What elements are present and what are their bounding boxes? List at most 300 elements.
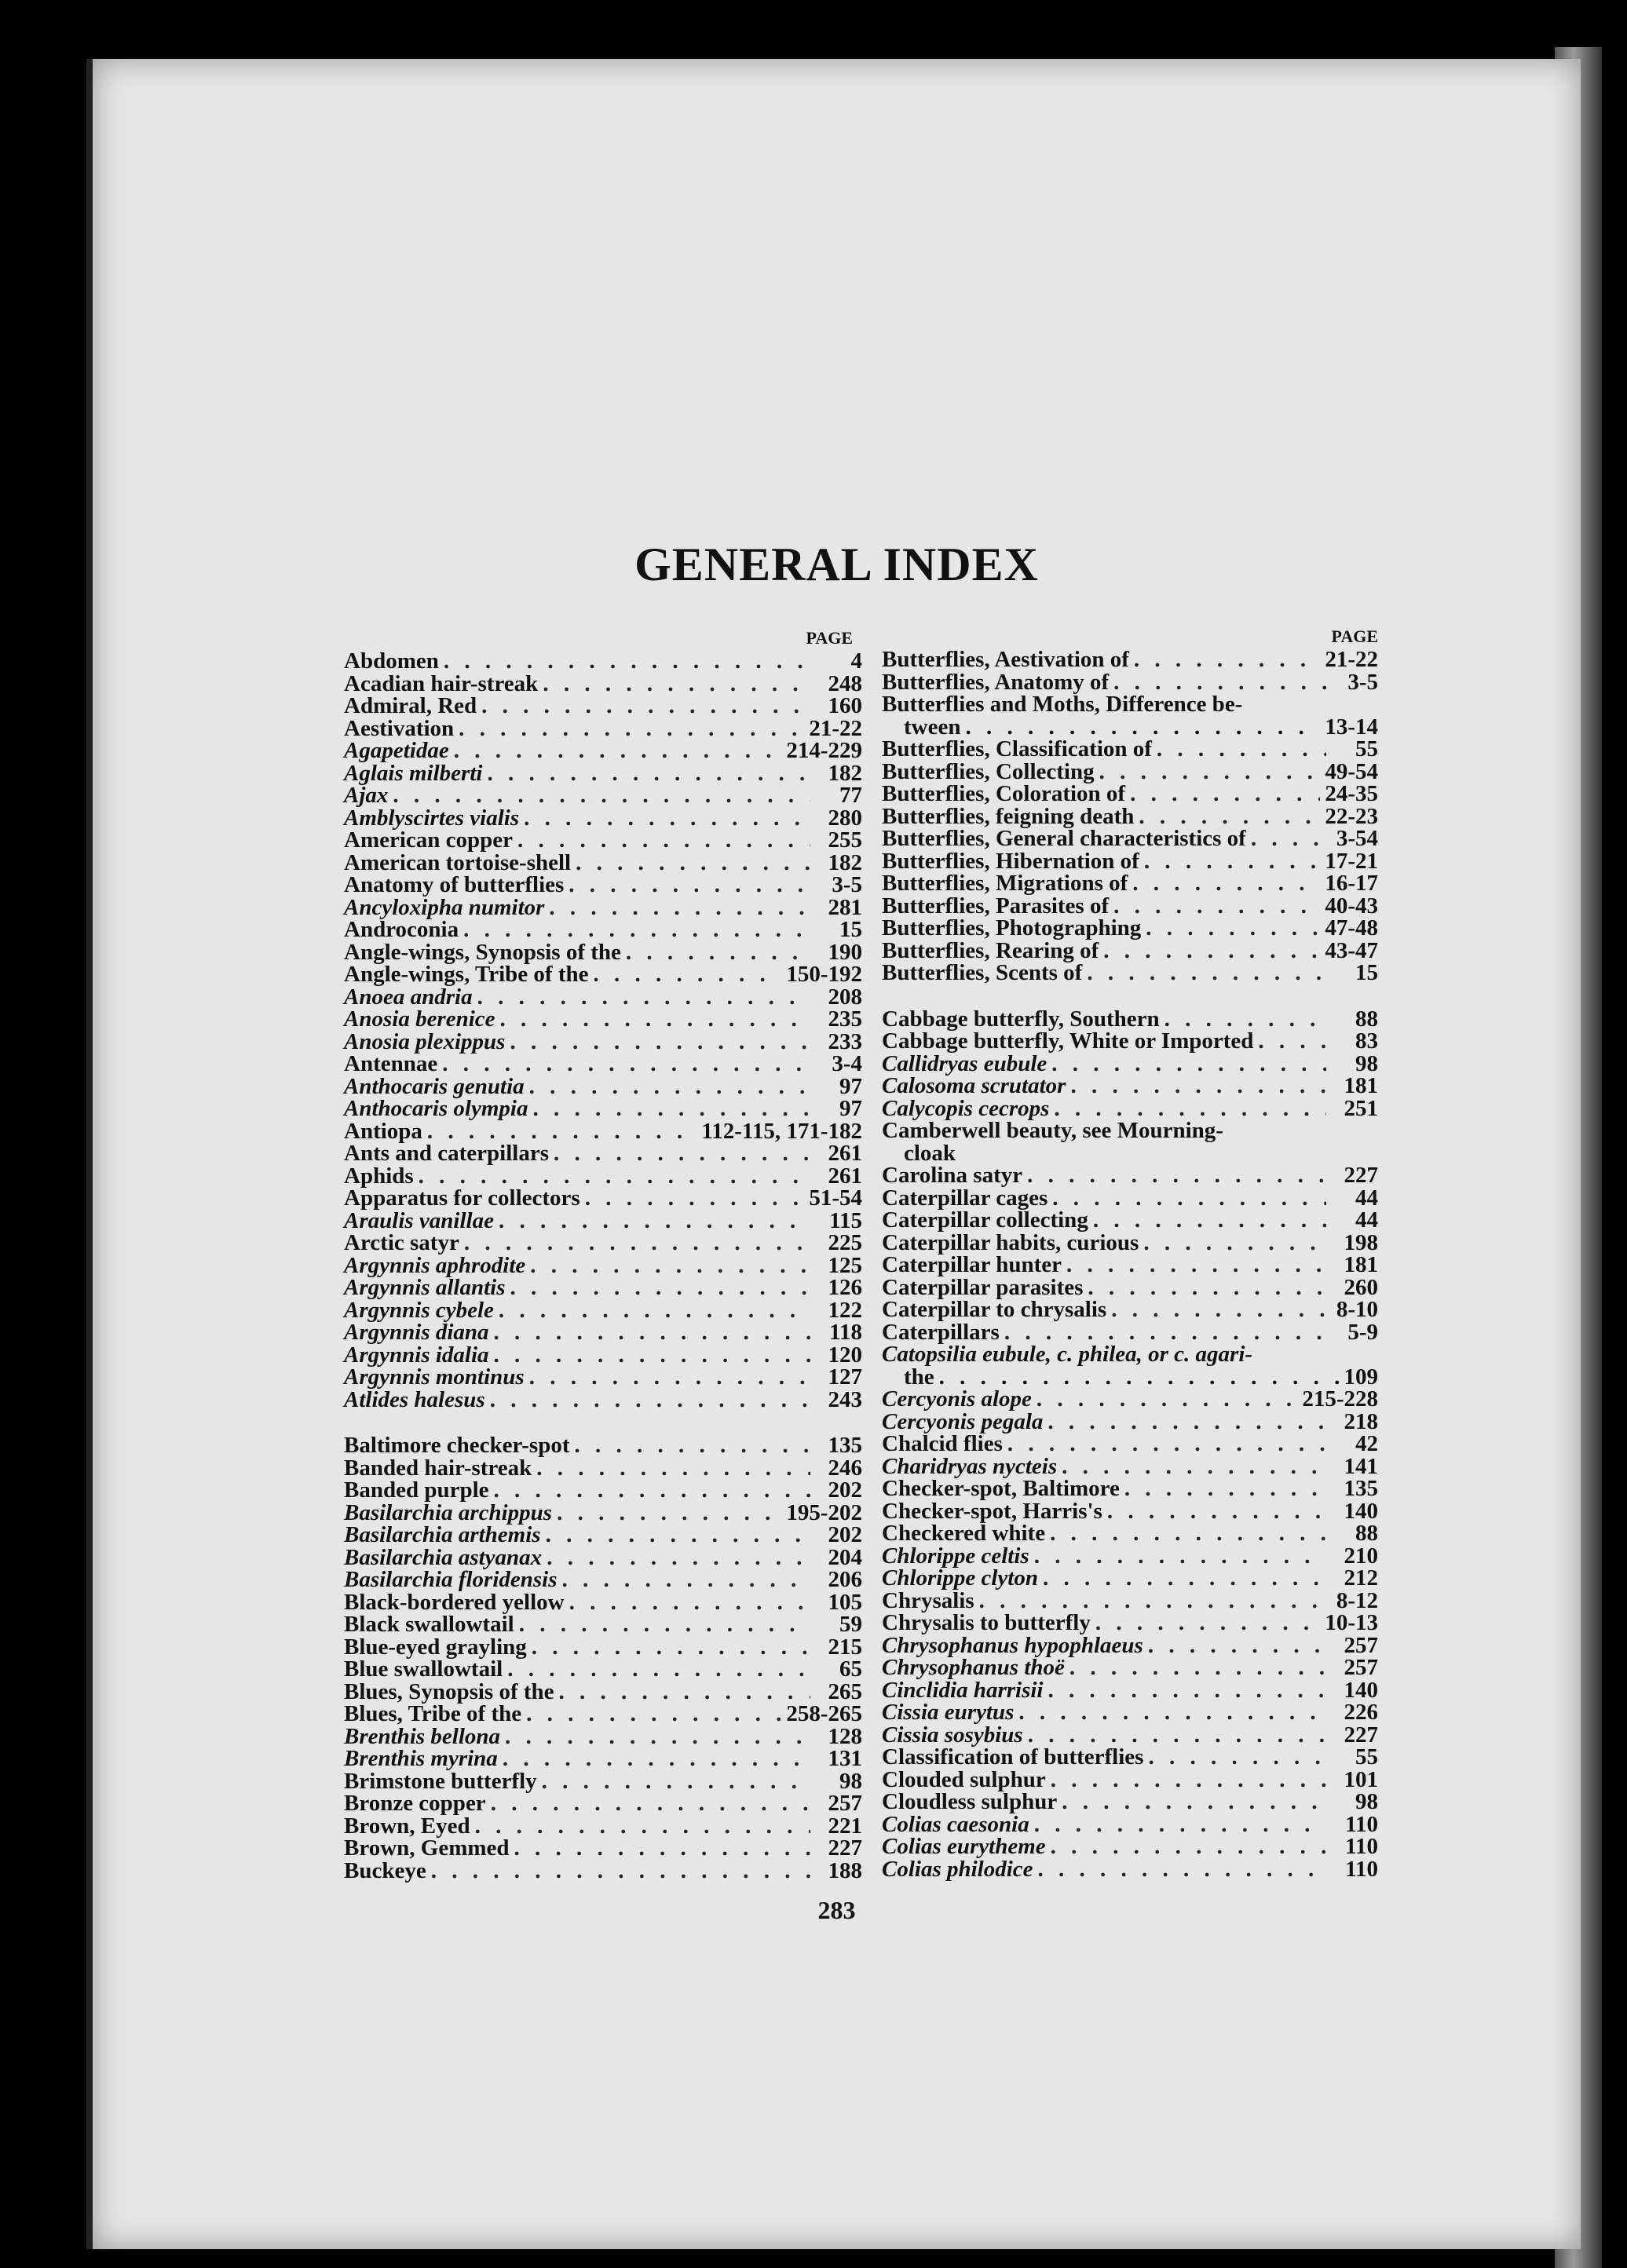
index-entry-label: Caterpillar cages	[882, 1185, 1048, 1211]
index-entry-page: 160	[828, 693, 862, 718]
index-entry	[882, 1075, 1378, 1097]
index-entry-page: 3-4	[832, 1051, 862, 1076]
index-entry	[344, 1252, 862, 1278]
index-entry	[344, 963, 862, 986]
index-entry-page: 208	[828, 984, 862, 1010]
index-entry-page: 13-14	[1325, 714, 1378, 740]
index-entry-label: Cissia eurytus	[882, 1700, 1015, 1725]
leader-dots	[1047, 1411, 1326, 1433]
index-entry-page: 8-12	[1336, 1587, 1378, 1613]
leader-dots	[503, 1748, 810, 1770]
index-entry	[344, 1591, 862, 1614]
index-entry	[344, 1457, 862, 1480]
index-entry-label: Charidryas nycteis	[882, 1453, 1058, 1479]
index-entry-page: 128	[828, 1723, 862, 1749]
index-entry	[344, 1434, 862, 1457]
index-entry-page: 206	[828, 1567, 862, 1592]
index-entry-page: 98	[1355, 1789, 1378, 1814]
index-entry-page: 3-5	[1347, 669, 1378, 695]
index-entry	[344, 1097, 862, 1120]
index-entry	[882, 827, 1378, 850]
index-entry-page: 122	[828, 1297, 862, 1323]
index-entry	[882, 1366, 1378, 1389]
index-entry-page: 10-13	[1325, 1610, 1378, 1635]
leader-dots	[626, 941, 810, 964]
index-entry	[344, 1207, 862, 1233]
index-entry-label: Butterflies, Classification of	[882, 736, 1152, 761]
index-entry-label: Colias caesonia	[882, 1811, 1029, 1837]
index-entry-page: 109	[1344, 1364, 1378, 1390]
leader-dots	[1051, 1053, 1326, 1076]
leader-dots	[1113, 671, 1326, 694]
index-entry-label: Butterflies, feigning death	[882, 803, 1135, 829]
index-entry	[882, 1858, 1378, 1881]
index-entry	[344, 1857, 862, 1883]
leader-dots	[1050, 1522, 1326, 1545]
leader-dots	[939, 1366, 1340, 1389]
index-entry-page: 257	[1344, 1655, 1378, 1680]
index-entry-label: Butterflies, General characteristics of	[882, 826, 1246, 851]
leader-dots	[1087, 962, 1326, 984]
leader-dots	[1157, 738, 1326, 761]
index-entry-page: 131	[828, 1746, 862, 1771]
index-entry-label: Anthocaris genutia	[344, 1073, 525, 1099]
leader-dots	[494, 1479, 810, 1502]
leader-dots	[557, 1502, 781, 1525]
leader-dots	[1124, 1477, 1326, 1500]
index-entry-page: 40-43	[1325, 893, 1378, 919]
leader-dots	[459, 718, 804, 740]
index-entry-label: Clouded sulphur	[882, 1766, 1046, 1792]
leader-dots	[1095, 1612, 1321, 1634]
leader-dots	[543, 673, 810, 696]
index-entry-label: Anoea andria	[344, 984, 473, 1010]
index-entry-label: Argynnis montinus	[344, 1364, 525, 1390]
index-entry-page: 22-23	[1325, 803, 1378, 829]
leader-dots	[1047, 1679, 1326, 1702]
index-entry-label: American copper	[344, 827, 514, 853]
index-entry-page: 150-192	[786, 962, 862, 987]
index-entry-label: Butterflies, Anatomy of	[882, 669, 1110, 695]
index-entry-label: Black-bordered yellow	[344, 1589, 565, 1615]
leader-dots	[1043, 1567, 1326, 1590]
index-entry-page: 97	[839, 1096, 862, 1121]
leader-dots	[547, 1547, 810, 1569]
leader-dots	[554, 1142, 810, 1165]
leader-dots	[494, 1344, 810, 1367]
leader-dots	[444, 650, 810, 673]
index-entry-page: 235	[828, 1006, 862, 1032]
index-entry	[344, 829, 862, 852]
index-entry	[344, 670, 862, 696]
leader-dots	[464, 1232, 810, 1255]
index-entry-label: Agapetidae	[344, 738, 449, 763]
index-entry-page: 204	[828, 1544, 862, 1570]
index-entry-label: Cloudless sulphur	[882, 1789, 1058, 1814]
index-entry	[882, 758, 1378, 784]
index-entry-label: Androconia	[344, 917, 459, 942]
index-entry	[882, 1097, 1378, 1120]
index-entry-page: 83	[1355, 1028, 1378, 1054]
leader-dots	[499, 1299, 810, 1322]
index-entry-page: 47-48	[1325, 915, 1378, 940]
index-entry-page: 221	[828, 1813, 862, 1839]
index-entry	[344, 1386, 862, 1412]
index-entry-page: 190	[828, 939, 862, 965]
index-entry-label: Checker-spot, Harris's	[882, 1498, 1102, 1524]
index-entry	[882, 895, 1378, 918]
index-entry-page: 248	[828, 670, 862, 696]
index-entry	[344, 1187, 862, 1210]
index-entry-label: Angle-wings, Tribe of the	[344, 962, 589, 987]
index-entry-label: Chalcid flies	[882, 1431, 1003, 1456]
leader-dots	[487, 762, 810, 785]
index-entry-label: Butterflies and Moths, Difference be-	[882, 692, 1243, 717]
index-entry-label: Apparatus for collectors	[344, 1185, 580, 1211]
index-entry	[344, 1142, 862, 1165]
leader-dots	[1099, 761, 1321, 783]
leader-dots	[542, 1770, 810, 1793]
index-entry	[882, 1545, 1378, 1568]
index-entry-label: Aphids	[344, 1163, 414, 1189]
index-entry-label: Argynnis diana	[344, 1320, 489, 1345]
index-entry-page: 55	[1355, 736, 1378, 761]
index-entry	[882, 1766, 1378, 1792]
index-entry-page: 202	[828, 1477, 862, 1503]
index-entry	[344, 1120, 862, 1143]
index-entry-page: 251	[1344, 1095, 1378, 1121]
index-entry-label: Brenthis bellona	[344, 1723, 501, 1749]
index-entry	[882, 1656, 1378, 1679]
index-entry-label: Butterflies, Collecting	[882, 758, 1095, 784]
leader-dots	[536, 1457, 810, 1480]
page-title: GENERAL INDEX	[634, 539, 1039, 590]
index-entry-label: Banded purple	[344, 1477, 489, 1503]
leader-dots	[1143, 1232, 1326, 1255]
leader-dots	[530, 1255, 810, 1277]
index-entry-page: 181	[1344, 1252, 1378, 1277]
index-entry-page: 215-228	[1302, 1386, 1378, 1412]
index-entry-page: 110	[1345, 1856, 1378, 1882]
index-entry-page: 261	[828, 1141, 862, 1166]
index-entry	[344, 1636, 862, 1659]
index-entry-label: Brenthis myrina	[344, 1746, 498, 1771]
index-entry-label: Butterflies, Photographing	[882, 915, 1142, 940]
leader-dots	[1037, 1388, 1297, 1411]
index-list-right	[882, 648, 1378, 1880]
index-entry	[344, 874, 862, 897]
index-entry	[882, 937, 1378, 963]
index-entry	[344, 1837, 862, 1860]
leader-dots	[1066, 1254, 1326, 1276]
index-entry-label: Chrysalis to butterfly	[882, 1610, 1091, 1635]
index-entry-label: Blues, Synopsis of the	[344, 1678, 554, 1704]
index-entry	[344, 1678, 862, 1704]
leader-dots	[559, 1681, 810, 1704]
index-entry-label: Basilarchia floridensis	[344, 1567, 558, 1592]
index-entry-page: 182	[828, 849, 862, 875]
index-entry	[882, 1455, 1378, 1478]
index-entry	[882, 1321, 1378, 1344]
index-entry-label: Blues, Tribe of the	[344, 1701, 522, 1726]
index-entry	[882, 1229, 1378, 1255]
leader-dots	[965, 716, 1320, 739]
index-entry-label: Checkered white	[882, 1521, 1046, 1546]
index-entry-page: 55	[1355, 1744, 1378, 1769]
index-entry-label: Chlorippe celtis	[882, 1543, 1029, 1569]
index-entry-label: Argynnis allantis	[344, 1275, 506, 1300]
index-entry-label: Anthocaris olympia	[344, 1096, 528, 1121]
index-entry-page: 265	[828, 1678, 862, 1704]
index-entry	[882, 1388, 1378, 1411]
index-entry-label: Chrysalis	[882, 1587, 974, 1613]
leader-dots	[500, 1008, 810, 1031]
index-entry-label: Calycopis cecrops	[882, 1095, 1050, 1121]
index-entry-page: 202	[828, 1522, 862, 1547]
leader-dots	[442, 1053, 810, 1076]
index-entry	[344, 1321, 862, 1344]
index-entry	[882, 1030, 1378, 1053]
index-entry	[882, 1701, 1378, 1724]
leader-dots	[1054, 1097, 1326, 1120]
index-entry	[344, 1815, 862, 1838]
index-entry-label: Antiopa	[344, 1118, 422, 1144]
leader-dots	[585, 1187, 805, 1210]
leader-dots	[1070, 1075, 1326, 1097]
index-entry-page: 210	[1344, 1543, 1378, 1569]
index-entry-label: Chrysophanus thoë	[882, 1655, 1065, 1680]
index-entry-page: 5-9	[1347, 1319, 1378, 1345]
index-entry	[344, 1028, 862, 1054]
index-entry-page: 101	[1344, 1766, 1378, 1792]
index-entry	[344, 919, 862, 941]
index-entry-page: 44	[1355, 1185, 1378, 1211]
leader-dots	[1028, 1724, 1326, 1747]
index-entry	[882, 962, 1378, 984]
index-entry	[344, 1073, 862, 1099]
index-entry-page: 42	[1355, 1431, 1378, 1456]
leader-dots	[431, 1860, 810, 1883]
leader-dots	[1148, 1634, 1326, 1657]
leader-dots	[481, 695, 810, 718]
leader-dots	[526, 1703, 781, 1726]
index-entry-label: Baltimore checker-spot	[344, 1433, 570, 1458]
index-entry-label: the	[904, 1364, 934, 1390]
index-entry	[344, 1658, 862, 1681]
leader-dots	[979, 1590, 1326, 1612]
index-entry	[882, 1724, 1378, 1747]
leader-dots	[1113, 895, 1320, 918]
leader-dots	[529, 1076, 810, 1098]
leader-dots	[494, 1321, 810, 1344]
index-list-left	[344, 650, 862, 1882]
index-entry-label: Caterpillar parasites	[882, 1274, 1084, 1300]
index-entry-page: 15	[839, 917, 862, 942]
index-entry-label: Caterpillar collecting	[882, 1207, 1088, 1233]
index-entry-label: Carolina satyr	[882, 1163, 1023, 1188]
index-entry-page: 226	[1344, 1700, 1378, 1725]
leader-dots	[1034, 1813, 1326, 1836]
index-entry-label: Admiral, Red	[344, 693, 477, 718]
index-entry	[882, 1587, 1378, 1613]
index-entry	[344, 1165, 862, 1188]
index-entry-label: Aglais milberti	[344, 760, 483, 786]
index-entry-page: 182	[828, 760, 862, 786]
index-entry-label: Black swallowtail	[344, 1612, 514, 1637]
index-entry-page: 88	[1355, 1521, 1378, 1546]
leader-dots	[549, 897, 810, 919]
page-number: 283	[817, 1896, 856, 1924]
index-entry	[882, 1679, 1378, 1702]
index-entry-page: 118	[829, 1320, 862, 1345]
leader-dots	[499, 1210, 810, 1233]
index-entry	[882, 1343, 1378, 1366]
index-entry-page: 16-17	[1325, 871, 1378, 896]
index-entry	[344, 1299, 862, 1322]
leader-dots	[1093, 1209, 1326, 1232]
index-entry	[344, 1479, 862, 1502]
index-entry-page: 260	[1344, 1274, 1378, 1300]
index-entry-page: 257	[1344, 1632, 1378, 1658]
leader-dots	[532, 1636, 810, 1659]
index-entry-label: Butterflies, Migrations of	[882, 871, 1128, 896]
index-entry-label: Brimstone butterfly	[344, 1768, 537, 1794]
index-entry	[344, 941, 862, 964]
index-entry-page: 227	[1344, 1722, 1378, 1748]
index-entry-label: Anatomy of butterflies	[344, 872, 565, 897]
index-entry-label: Acadian hair-streak	[344, 670, 539, 696]
index-entry-label: Arctic satyr	[344, 1230, 459, 1255]
index-entry-page: 233	[828, 1028, 862, 1054]
leader-dots	[562, 1569, 810, 1591]
index-entry-page: 98	[1355, 1050, 1378, 1076]
index-entry	[344, 650, 862, 673]
leader-dots	[454, 740, 782, 762]
index-entry	[882, 1119, 1378, 1142]
index-entry-label: Cercyonis pegala	[882, 1408, 1044, 1434]
leader-dots	[1052, 1187, 1326, 1210]
index-entry-page: 126	[828, 1275, 862, 1300]
index-entry-page: 59	[839, 1612, 862, 1637]
book-page	[86, 59, 1581, 2249]
index-entry-page: 77	[839, 783, 862, 808]
index-entry-label: Buckeye	[344, 1857, 426, 1883]
index-entry-page: 227	[1344, 1163, 1378, 1188]
index-entry-page: 8-10	[1336, 1297, 1378, 1322]
index-entry	[882, 1522, 1378, 1545]
index-entry	[882, 1612, 1378, 1634]
index-entry	[344, 1366, 862, 1389]
index-entry	[344, 784, 862, 807]
index-entry	[882, 1254, 1378, 1276]
leader-dots	[1144, 850, 1321, 873]
index-entry-page: 120	[828, 1342, 862, 1368]
index-entry-label: Argynnis cybele	[344, 1297, 494, 1323]
leader-dots	[1111, 1298, 1326, 1321]
index-entry	[882, 850, 1378, 873]
index-entry-page: 98	[839, 1768, 862, 1794]
index-entry	[882, 1209, 1378, 1232]
index-entry-page: 127	[828, 1364, 862, 1390]
leader-dots	[1034, 1545, 1326, 1568]
index-entry	[344, 1748, 862, 1770]
index-entry-label: tween	[904, 714, 961, 740]
leader-dots	[1004, 1321, 1326, 1344]
index-entry-page: 49-54	[1325, 758, 1378, 784]
index-entry	[882, 716, 1378, 739]
index-entry	[882, 1791, 1378, 1813]
index-entry-label: Checker-spot, Baltimore	[882, 1476, 1120, 1501]
page-column-heading: PAGE	[1331, 626, 1378, 646]
leader-dots	[1164, 1008, 1326, 1031]
leader-dots	[1062, 1455, 1326, 1478]
index-entry-label: Catopsilia eubule, c. philea, or c. agari-	[882, 1342, 1253, 1367]
leader-dots	[1027, 1164, 1326, 1187]
index-entry-page: 188	[828, 1857, 862, 1883]
index-entry-page: 198	[1344, 1229, 1378, 1255]
index-entry-label: Butterflies, Parasites of	[882, 893, 1110, 919]
index-entry	[344, 762, 862, 785]
index-entry-label: Butterflies, Coloration of	[882, 781, 1126, 806]
index-entry-page: 88	[1355, 1006, 1378, 1032]
index-entry-label: Caterpillar hunter	[882, 1252, 1062, 1277]
index-entry-label: Caterpillar habits, curious	[882, 1229, 1139, 1255]
index-entry-page: 215	[828, 1634, 862, 1660]
index-entry-page: 4	[850, 648, 862, 674]
index-entry	[882, 805, 1378, 828]
index-entry-page: 195-202	[786, 1499, 862, 1525]
index-entry	[344, 1008, 862, 1031]
index-entry	[344, 1276, 862, 1299]
index-entry	[344, 1524, 862, 1547]
index-entry	[344, 894, 862, 920]
leader-dots	[532, 1097, 810, 1120]
index-entry-label: Ajax	[344, 783, 389, 808]
index-entry-page: 212	[1344, 1565, 1378, 1591]
index-entry-page: 97	[839, 1073, 862, 1099]
leader-dots	[510, 1276, 811, 1299]
index-entry-page: 3-5	[832, 872, 862, 897]
index-entry-label: Caterpillar to chrysalis	[882, 1297, 1107, 1322]
leader-dots	[1103, 940, 1320, 962]
index-entry-page: 141	[1344, 1453, 1378, 1479]
index-entry-page: 43-47	[1325, 937, 1378, 963]
index-entry-label: Colias eurytheme	[882, 1834, 1046, 1859]
index-entry	[344, 740, 862, 762]
index-entry-label: Bronze copper	[344, 1791, 486, 1816]
index-entry-label: Brown, Eyed	[344, 1813, 470, 1839]
index-entry-label: Chlorippe clyton	[882, 1565, 1038, 1591]
index-entry-page: 261	[828, 1163, 862, 1189]
leader-dots	[1148, 1746, 1326, 1769]
leader-dots	[514, 1837, 810, 1860]
index-entry-page: 140	[1344, 1677, 1378, 1703]
index-entry-label: Basilarchia archippus	[344, 1499, 553, 1525]
index-entry-label: Abdomen	[344, 648, 439, 674]
index-entry-page: 255	[828, 827, 862, 853]
leader-dots	[505, 1726, 810, 1748]
index-entry-label: Colias philodice	[882, 1856, 1033, 1882]
index-entry-page: 181	[1344, 1073, 1378, 1098]
leader-dots	[1062, 1791, 1326, 1813]
index-entry	[882, 1813, 1378, 1836]
index-entry	[344, 715, 862, 741]
index-entry	[344, 695, 862, 718]
index-entry-label: Cabbage butterfly, White or Imported	[882, 1028, 1254, 1054]
index-entry-label: Banded hair-streak	[344, 1455, 532, 1481]
index-entry-label: Butterflies, Hibernation of	[882, 848, 1139, 874]
index-entry	[882, 671, 1378, 694]
